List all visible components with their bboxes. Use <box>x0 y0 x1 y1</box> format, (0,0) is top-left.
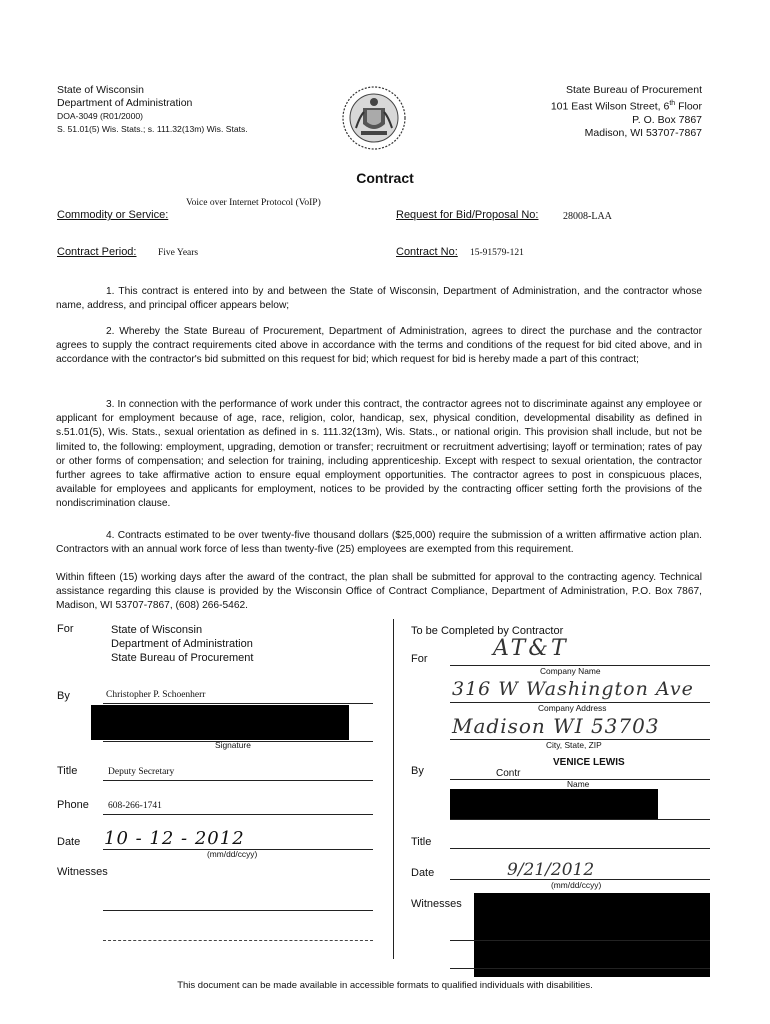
contractor-signature-line <box>450 819 710 820</box>
state-phone-line <box>103 814 373 815</box>
contractor-name-caption: Name <box>567 779 590 789</box>
company-city-value: Madison WI 53703 <box>452 714 660 738</box>
contractor-date-value: 9/21/2012 <box>507 860 595 880</box>
state-org-line1: State of Wisconsin <box>111 624 203 636</box>
state-phone-label: Phone <box>57 799 89 811</box>
state-date-label: Date <box>57 836 81 848</box>
state-date-value: 10 - 12 - 2012 <box>104 828 245 849</box>
contractor-by-label: By <box>411 765 424 777</box>
wisconsin-state-seal-icon <box>341 84 407 152</box>
state-witness-line-2 <box>103 940 373 941</box>
state-by-line <box>103 703 373 704</box>
bureau-po-box: P. O. Box 7867 <box>632 113 702 126</box>
contractor-witness-redaction <box>474 893 710 977</box>
state-phone-value: 608-266-1741 <box>108 801 162 811</box>
bureau-street-tail: Floor <box>675 100 702 113</box>
contractor-by-name: VENICE LEWIS <box>553 757 625 768</box>
commodity-label: Commodity or Service: <box>57 209 169 221</box>
contractor-witness-line-2 <box>450 968 710 969</box>
company-address-value: 316 W Washington Ave <box>452 678 694 700</box>
floor-ordinal: th <box>669 100 676 107</box>
signature-divider <box>393 619 394 959</box>
company-city-caption: City, State, ZIP <box>546 740 602 750</box>
state-by-label: By <box>57 690 70 702</box>
contractor-date-caption: (mm/dd/ccyy) <box>551 880 602 890</box>
clause-5: Within fifteen (15) working days after the award of the contract, the plan shall be submitted for approval to the contracting agency. Technical assistance regarding this clause is provided by the Wisconsin Office of Contract Compliance, Department of Administration, P.O. Box 7867, Madison, WI 53707-7867, (608) 266-5462. <box>56 572 702 612</box>
bureau-street <box>551 97 702 114</box>
bureau-name: State Bureau of Procurement <box>566 84 702 96</box>
state-org-line2: Department of Administration <box>111 638 253 650</box>
state-witness-line-1 <box>103 910 373 911</box>
state-org-block <box>111 623 253 665</box>
state-title-line <box>103 780 373 781</box>
period-label: Contract Period: <box>57 246 137 258</box>
state-title-value: Deputy Secretary <box>108 767 175 777</box>
contractor-heading: To be Completed by Contractor <box>411 625 564 637</box>
state-date-caption: (mm/dd/ccyy) <box>207 849 258 859</box>
contractor-title-label: Title <box>411 836 432 848</box>
accessibility-footer: This document can be made available in accessible formats to qualified individuals with disabilities. <box>177 980 593 991</box>
state-org-line3: State Bureau of Procurement <box>111 652 254 664</box>
contractor-title-line <box>450 848 710 849</box>
bureau-street-text: 101 East Wilson Street, 6 <box>550 100 670 113</box>
contractor-witnesses-label: Witnesses <box>411 898 462 910</box>
state-by-name: Christopher P. Schoenherr <box>106 690 206 700</box>
commodity-value: Voice over Internet Protocol (VoIP) <box>186 198 321 208</box>
state-title-label: Title <box>57 765 78 777</box>
contractor-date-label: Date <box>411 867 435 879</box>
clause-3: 3. In connection with the performance of work under this contract, the contractor agrees not to discriminate against any employee or applicant for employment because of age, race, religion, color, handicap, sex, physical condition, developmental disability as defined in s.51.01(5), Wis. Stats., sexual orientation as defined in s. 111.32(13m), Wis. Stats., or national origin. This provision shall include, but not be limited to, the following: employment, upgrading, demotion or transfer; recruitment or recruitment advertising; layoff or termination; rates of pay or other forms of compensation; and selection for training, including apprenticeship. Except with respect to sexual orientation, the contractor further agrees to take affirmative action to ensure equal employment opportunities. The contractor agrees to post in conspicuous places, available for employees and applicants for employment, notices to be provided by the contracting officer setting forth the provisions of the nondiscrimination clause. <box>56 399 702 510</box>
contractor-by-name-sub: Contr <box>496 768 521 779</box>
state-name: State of Wisconsin <box>57 84 144 96</box>
clause-2: 2. Whereby the State Bureau of Procurement, Department of Administration, agrees to direct the purchase and the contractor agrees to supply the contract requirements cited above in accordance with the terms and conditions of the request for bid cited above, and in accordance with the contractor's bid submitted on this request for bid; which request for bid is hereby made a part of this contract; <box>56 326 702 366</box>
contractor-signature-redaction <box>450 789 658 819</box>
form-number: DOA-3049 (R01/2000) <box>57 111 143 121</box>
contractor-witness-line-1 <box>450 940 710 941</box>
state-for-label: For <box>57 623 74 635</box>
header-agency-block <box>57 84 248 136</box>
department-name: Department of Administration <box>57 97 193 109</box>
state-witnesses-label: Witnesses <box>57 866 108 878</box>
contract-no-value: 15-91579-121 <box>470 248 524 258</box>
state-signature-caption: Signature <box>215 740 251 750</box>
clause-4: 4. Contracts estimated to be over twenty-five thousand dollars ($25,000) require the submission of a written affirmative action plan. Contractors with an annual work force of less than twenty-five (25) employees are exempted from this requirement. <box>56 530 702 556</box>
bureau-city: Madison, WI 53707-7867 <box>584 126 702 139</box>
company-address-caption: Company Address <box>538 703 607 713</box>
contractor-for-label: For <box>411 653 428 665</box>
state-signature-redaction <box>91 705 349 740</box>
clause-1: 1. This contract is entered into by and between the State of Wisconsin, Department of Administration, and the contractor whose name, address, and principal officer appears below; <box>56 286 702 312</box>
rfb-value: 28008-LAA <box>563 211 612 222</box>
header-bureau-block <box>551 84 702 140</box>
period-value: Five Years <box>158 248 199 258</box>
statute-reference: S. 51.01(5) Wis. Stats.; s. 111.32(13m) Wis. Stats. <box>57 124 248 134</box>
contract-no-label: Contract No: <box>396 246 458 258</box>
company-name-value: AT&T <box>493 636 569 661</box>
company-name-caption: Company Name <box>540 666 601 676</box>
document-title: Contract <box>356 170 414 186</box>
rfb-label: Request for Bid/Proposal No: <box>396 209 539 221</box>
